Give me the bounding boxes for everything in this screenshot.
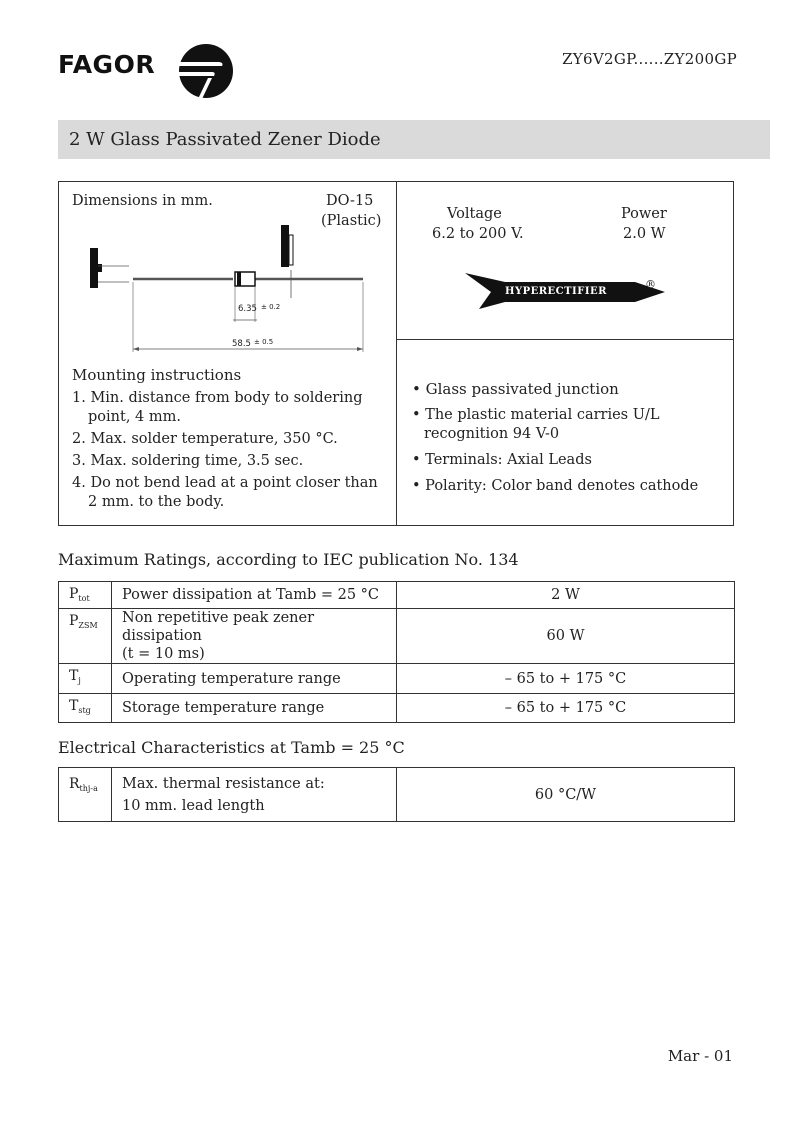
power-label: Power (621, 206, 667, 222)
ratings-heading: Maximum Ratings, according to IEC publication No. 134 (58, 550, 519, 569)
value-cell: 60 W (397, 609, 735, 664)
feature-item: • The plastic material carries U/L recognition 94 V-0 (412, 407, 660, 442)
table-row (59, 768, 735, 822)
feature-item: • Glass passivated junction (412, 380, 619, 398)
package-name: DO-15 (326, 193, 374, 209)
total-length-tolerance: ± 0.5 (254, 338, 274, 346)
part-number-range: ZY6V2GP......ZY200GP (562, 50, 737, 68)
voltage-label: Voltage (447, 206, 502, 222)
ratings-table (58, 581, 735, 723)
total-length-value: 58.5 (232, 339, 251, 349)
box-divider-vertical (396, 181, 397, 526)
value-cell: 60 °C/W (397, 768, 735, 822)
hyperectifier-logo-text: HYPERECTIFIER (505, 286, 607, 297)
feature-item: • Polarity: Color band denotes cathode (412, 478, 699, 494)
mounting-item: 4. Do not bend lead at a point closer than 2 mm. to the body. (72, 475, 378, 510)
table-row (59, 609, 735, 664)
left-lead-end (90, 248, 98, 288)
body-length-tolerance: ± 0.2 (261, 303, 281, 311)
brand-logo-icon (178, 43, 234, 99)
package-note: (Plastic) (321, 213, 382, 229)
electrical-table (58, 767, 735, 822)
mounting-item: 3. Max. soldering time, 3.5 sec. (72, 453, 304, 469)
value-cell: 2 W (397, 582, 735, 609)
symbol-cell: $P_{ZSM}$ (59, 609, 112, 664)
table-row (59, 664, 735, 694)
description-cell: Operating temperature range (112, 664, 397, 694)
cathode-band (237, 272, 241, 286)
dimensions-heading: Dimensions in mm. (72, 193, 213, 209)
registered-mark: ® (645, 278, 656, 291)
voltage-value: 6.2 to 200 V. (432, 226, 524, 242)
mounting-item: 1. Min. distance from body to soldering point, 4 mm. (72, 390, 363, 425)
page-title: 2 W Glass Passivated Zener Diode (69, 129, 381, 150)
symbol-cell: $T_j$ (59, 664, 112, 694)
right-lead-end (281, 225, 289, 267)
features-list (412, 380, 727, 503)
revision-date: Mar - 01 (667, 1047, 733, 1065)
description-cell: Power dissipation at Tamb = 25 °C (112, 582, 397, 609)
feature-item: • Terminals: Axial Leads (412, 452, 592, 468)
value-cell: – 65 to + 175 °C (397, 694, 735, 723)
description-cell: Max. thermal resistance at: 10 mm. lead length (112, 768, 397, 822)
symbol-cell: $P_{tot}$ (59, 582, 112, 609)
brand-logo-text: FAGOR (58, 50, 156, 79)
symbol-cell: $T_{stg}$ (59, 694, 112, 723)
box-divider-horizontal (396, 339, 734, 340)
title-bar (58, 120, 770, 159)
description-cell: Non repetitive peak zener dissipation (t = 10 ms) (112, 609, 397, 664)
mounting-list (72, 389, 387, 515)
table-row (59, 694, 735, 723)
mounting-item: 2. Max. solder temperature, 350 °C. (72, 431, 338, 447)
mounting-heading: Mounting instructions (72, 366, 242, 384)
electrical-heading: Electrical Characteristics at Tamb = 25 °C (58, 738, 405, 757)
power-value: 2.0 W (623, 226, 666, 242)
body-length-value: 6.35 (238, 304, 257, 314)
symbol-cell: $R_{thj-a}$ (59, 768, 112, 822)
description-cell: Storage temperature range (112, 694, 397, 723)
dimension-drawing (85, 220, 375, 360)
table-row (59, 582, 735, 609)
value-cell: – 65 to + 175 °C (397, 664, 735, 694)
